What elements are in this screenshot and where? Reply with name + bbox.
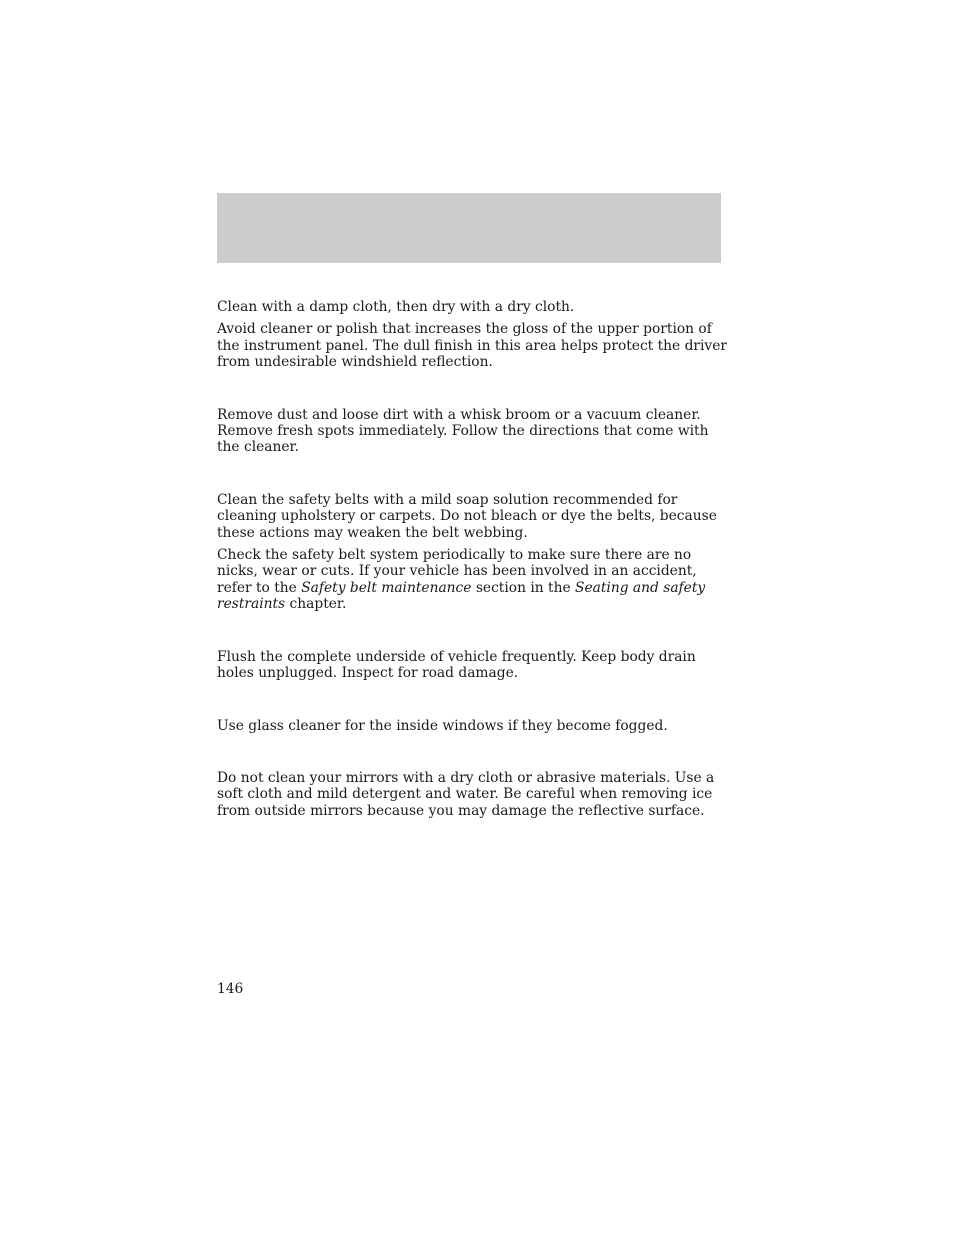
carpets-paragraph-1: Remove dust and loose dirt with a whisk broom or a vacuum cleaner. Remove fresh spots immediately. Follow the directions that come with the cleaner.: [217, 406, 709, 456]
safety-belts-text-a: Check the safety belt system periodically to make sure there are no nicks, wear or cuts. If your vehicle has been involved in an accident, refer to the: [217, 547, 697, 596]
chapter-header-bar: [217, 193, 721, 263]
page-number: 146: [217, 981, 244, 997]
section-mirrors: [217, 770, 727, 819]
underbody-paragraph-1: Flush the complete underside of vehicle frequently. Keep body drain holes unplugged. Inspect for road damage.: [217, 648, 696, 682]
section-windows: [217, 718, 727, 734]
mirrors-paragraph-1: Do not clean your mirrors with a dry cloth or abrasive materials. Use a soft cloth and mild detergent and water. Be careful when removing ice from outside mirrors because you may damage the reflective surface.: [217, 769, 715, 819]
instrument-panel-paragraph-2: Avoid cleaner or polish that increases the gloss of the upper portion of the instrument panel. The dull finish in this area helps protect the driver from undesirable windshield reflection.: [217, 321, 727, 371]
section-carpets: [217, 407, 727, 456]
section-instrument-panel: [217, 299, 727, 371]
section-safety-belts: [217, 492, 727, 613]
safety-belts-paragraph-1: Clean the safety belts with a mild soap solution recommended for cleaning upholstery or carpets. Do not bleach or dye the belts, because these actions may weaken the belt webbing.: [217, 491, 717, 541]
page-content: [217, 299, 727, 855]
safety-belts-text-b: section in the: [471, 579, 576, 596]
section-underbody: [217, 649, 727, 682]
safety-belt-maintenance-reference: Safety belt maintenance: [301, 579, 472, 596]
seating-restraints-reference: Seating and safety restraints: [217, 579, 706, 613]
safety-belts-paragraph-2: [217, 547, 727, 613]
safety-belts-text-c: chapter.: [285, 596, 347, 613]
instrument-panel-paragraph-1: Clean with a damp cloth, then dry with a dry cloth.: [217, 299, 575, 315]
windows-paragraph-1: Use glass cleaner for the inside windows if they become fogged.: [217, 717, 668, 734]
